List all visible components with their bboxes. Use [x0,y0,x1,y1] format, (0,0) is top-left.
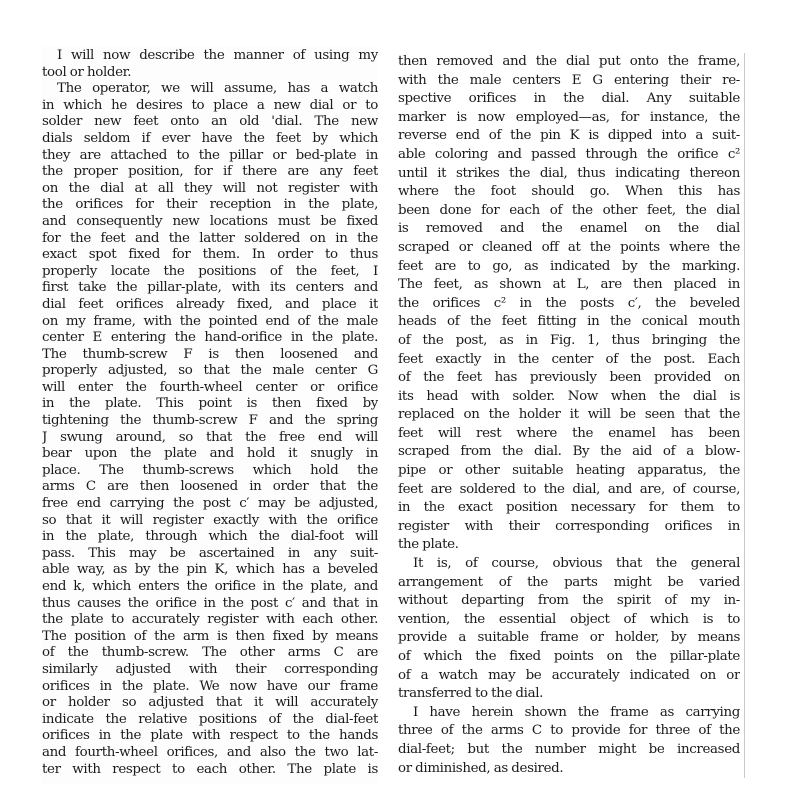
text-line: they are attached to the pillar or bed-plate in [42,147,378,163]
text-line: pipe or other suitable heating apparatus, the [398,463,740,479]
text-line: end k, which enters the orifice in the plate, and [42,579,378,594]
text-line: the orifices c² in the posts c′, the beveled [398,295,740,311]
text-line: scraped or cleaned off at the points where the [398,239,740,255]
text-line: place. The thumb-screws which hold the [42,462,378,478]
text-line: transferred to the dial. [398,686,544,702]
text-line: tool or holder. [42,64,132,80]
text-line: marker is now employed—as, for instance, the [398,109,740,125]
text-line: feet are soldered to the dial, and are, of course, [398,481,740,497]
text-line: in the plate, through which the dial-foot will [42,529,378,545]
text-line: orifices in the plate with respect to the hands [42,728,378,744]
text-line: tightening the thumb-screw F and the spring [42,413,378,429]
text-line: solder new feet onto an old 'dial. The new [42,114,378,130]
text-line: feet exactly in the center of the post. Each [398,351,740,367]
text-line: ter with respect to each other. The plate is [42,761,378,777]
text-line: register with their corresponding orifices in [398,518,740,534]
text-line: the plate. [398,537,459,553]
text-line: on my frame, with the pointed end of the male [42,313,378,329]
text-line: arms C are then loosened in order that the [42,479,378,495]
text-line: It is, of course, obvious that the general [413,556,740,572]
text-line: dial-feet; but the number might be increased [398,741,740,757]
text-line: feet will rest where the enamel has been [398,425,740,441]
text-line: on the dial at all they will not register with [42,180,378,196]
text-line: three of the arms C to provide for three of the [398,723,740,739]
text-line: until it strikes the dial, thus indicating thereon [398,165,740,181]
text-line: of which the fixed points on the pillar-plate [398,649,740,664]
text-line: properly locate the positions of the feet, I [42,263,378,279]
text-line: with the male centers E G entering their re- [398,72,740,88]
text-line: The operator, we will assume, has a watch [57,81,378,97]
text-line: the proper position, for if there are any feet [42,164,378,180]
text-line: free end carrying the post c′ may be adjusted, [42,496,378,512]
text-line: of the post, as in Fig. 1, thus bringing the [398,332,740,348]
text-line: properly adjusted, so that the male center G [42,363,378,379]
text-line: of a watch may be accurately indicated on or [398,667,740,683]
text-line: able way, as by the pin K, which has a beveled [42,562,378,578]
text-line: where the foot should go. When this has [398,184,740,200]
text-line: bear upon the plate and hold it snugly in [42,446,378,462]
text-line: able coloring and passed through the orifice c² [398,146,740,162]
text-line: dial feet orifices already fixed, and place it [42,296,378,312]
text-line: I will now describe the manner of using my [57,48,378,63]
text-line: replaced on the holder it will be seen that the [398,407,740,423]
text-line: in the exact position necessary for them to [398,500,740,516]
text-line: similarly adjusted with their corresponding [42,661,378,677]
text-line: dials seldom if ever have the feet by which [42,130,378,146]
text-line: for the feet and the latter soldered on in the [42,230,378,246]
text-line: exact spot fixed for them. In order to thus [42,247,378,263]
text-line: The thumb-screw F is then loosened and [42,346,378,362]
text-line: pass. This may be ascertained in any suit- [42,545,378,561]
text-line: or diminished, as desired. [398,760,564,776]
text-line: in which he desires to place a new dial or to [42,97,378,113]
text-line: then removed and the dial put onto the frame, [398,54,740,69]
text-line: reverse end of the pin K is dipped into a suit- [398,128,740,144]
text-line: will enter the fourth-wheel center or orifice [42,379,378,395]
text-line: The position of the arm is then fixed by means [42,628,378,644]
left-text-column [42,46,378,784]
text-line: I have herein shown the frame as carrying [413,704,740,720]
text-line: first take the pillar-plate, with its centers and [42,280,378,296]
text-line: scraped from the dial. By the aid of a blow- [398,444,740,460]
text-line: without departing from the spirit of my in- [398,593,740,609]
text-line: arrangement of the parts might be varied [398,574,740,590]
text-line: J swung around, so that the free end will [42,429,378,445]
text-line: its head with solder. Now when the dial is [398,388,740,404]
text-line: vention, the essential object of which is to [398,611,740,627]
text-line: indicate the relative positions of the dial-feet [42,711,378,727]
text-line: spective orifices in the dial. Any suitable [398,91,740,107]
text-line: the orifices for their reception in the plate, [42,197,378,213]
text-line: thus causes the orifice in the post c′ and that in [42,595,378,611]
text-line: feet are to go, as indicated by the marking. [398,258,740,274]
text-line: the plate to accurately register with each other. [42,612,378,628]
text-line: is removed and the enamel on the dial [398,221,740,237]
text-line: or holder so adjusted that it will accurately [42,695,378,711]
text-line: provide a suitable frame or holder, by means [398,630,740,646]
text-line: center E entering the hand-orifice in the plate. [42,330,378,346]
text-line: heads of the feet fitting in the conical mouth [398,314,740,330]
text-line: The feet, as shown at L, are then placed in [398,277,740,293]
text-line: in the plate. This point is then fixed by [42,396,378,412]
text-line: been done for each of the other feet, the dial [398,202,740,218]
text-line: of the thumb-screw. The other arms C are [42,645,378,661]
text-line: and consequently new locations must be fixed [42,213,378,229]
text-line: orifices in the plate. We now have our frame [42,678,378,694]
text-line: so that it will register exactly with the orifice [42,512,378,528]
text-line: of the feet has previously been provided on [398,370,740,386]
text-line: and fourth-wheel orifices, and also the two lat- [42,744,378,760]
right-text-column [398,53,745,778]
